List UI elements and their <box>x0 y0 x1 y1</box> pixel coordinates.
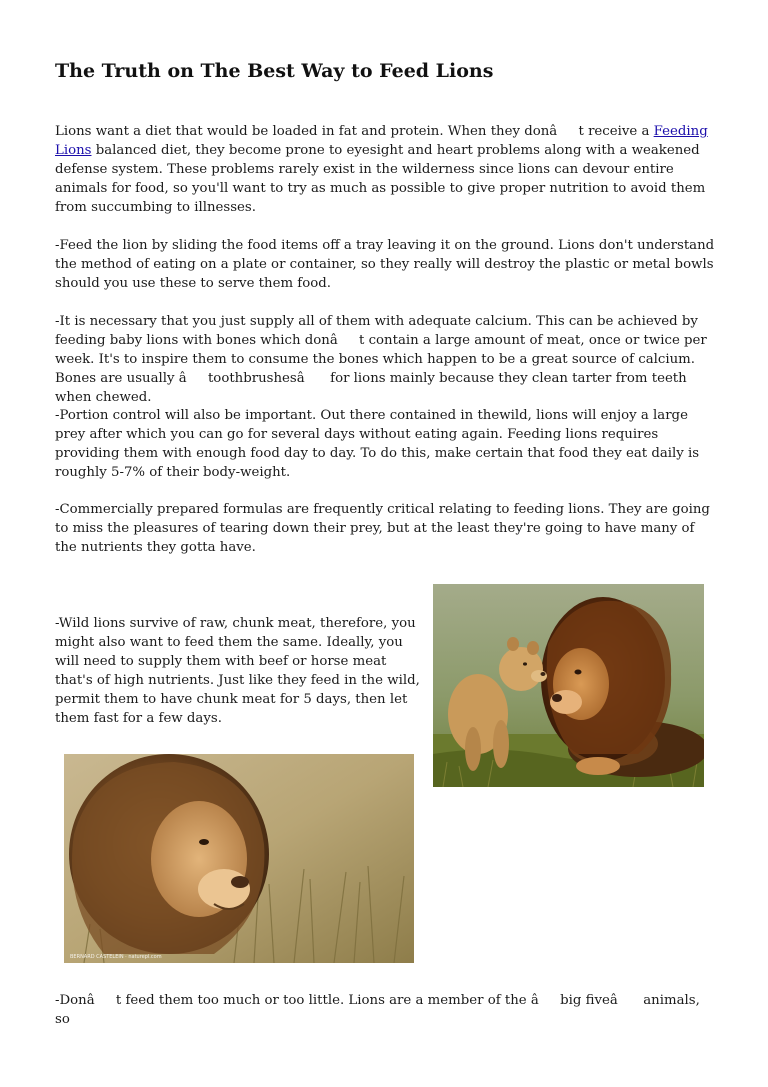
feeding-lions-link[interactable]: Feeding Lions <box>55 124 708 159</box>
paragraph-tray-feeding: -Feed the lion by sliding the food items off a tray leaving it on the ground. Lions don't understand the method of eating on a plate or container, so they really will destroy the plastic or metal bowls should you use these to serve them food. <box>55 238 715 292</box>
male-lion-illustration <box>64 754 414 963</box>
paragraph-portion-control: -Portion control will also be important. Out there contained in thewild, lions will enjoy a large prey after which you can go for several days without eating again. Feeding lions requires providing them with enough food day to day. To do this, make certain that food they eat daily is roughly 5-7% of their body-weight. <box>55 408 700 481</box>
paragraph-big-five: -Donât feed them too much or too little. Lions are a member of the âbig fiveâ animals, so <box>55 993 700 1028</box>
photo-credit: BERNARD CASTELEIN · naturepl.com <box>70 954 162 960</box>
lion-and-cub-illustration <box>433 584 704 787</box>
male-lion-portrait-photo <box>64 754 414 963</box>
lion-and-cub-photo <box>433 584 704 787</box>
paragraph-intro <box>55 122 715 217</box>
paragraph-calcium: -It is necessary that you just supply all of them with adequate calcium. This can be achieved by feeding baby lions with bones which donât contain a large amount of meat, once or twice per week. It's to inspire them to consume the bones which happen to be a great source of calcium. Bones are usually âtoothbrushesâ for lions mainly because they clean tarter from teeth when chewed. <box>55 314 707 406</box>
page-title: The Truth on The Best Way to Feed Lions <box>55 60 494 82</box>
intro-text-end: balanced diet, they become prone to eyesight and heart problems along with a weakened defense system. These problems rarely exist in the wilderness since lions can devour entire animals for food, so you'll want to try as much as possible to give proper nutrition to avoid them from succumbing to illnesses. <box>55 143 706 216</box>
intro-text-start: Lions want a diet that would be loaded in fat and protein. When they donât receive a <box>55 124 654 139</box>
paragraph-raw-meat: -Wild lions survive of raw, chunk meat, therefore, you might also want to feed them the same. Ideally, you will need to supply them with beef or horse meat that's of high nutrients. Just like they feed in the wild, permit them to have chunk meat for 5 days, then let them fast for a few days. <box>55 616 420 727</box>
paragraph-formulas: -Commercially prepared formulas are frequently critical relating to feeding lions. They are going to miss the pleasures of tearing down their prey, but at the least they're going to have many of the nutrients they gotta have. <box>55 502 710 556</box>
